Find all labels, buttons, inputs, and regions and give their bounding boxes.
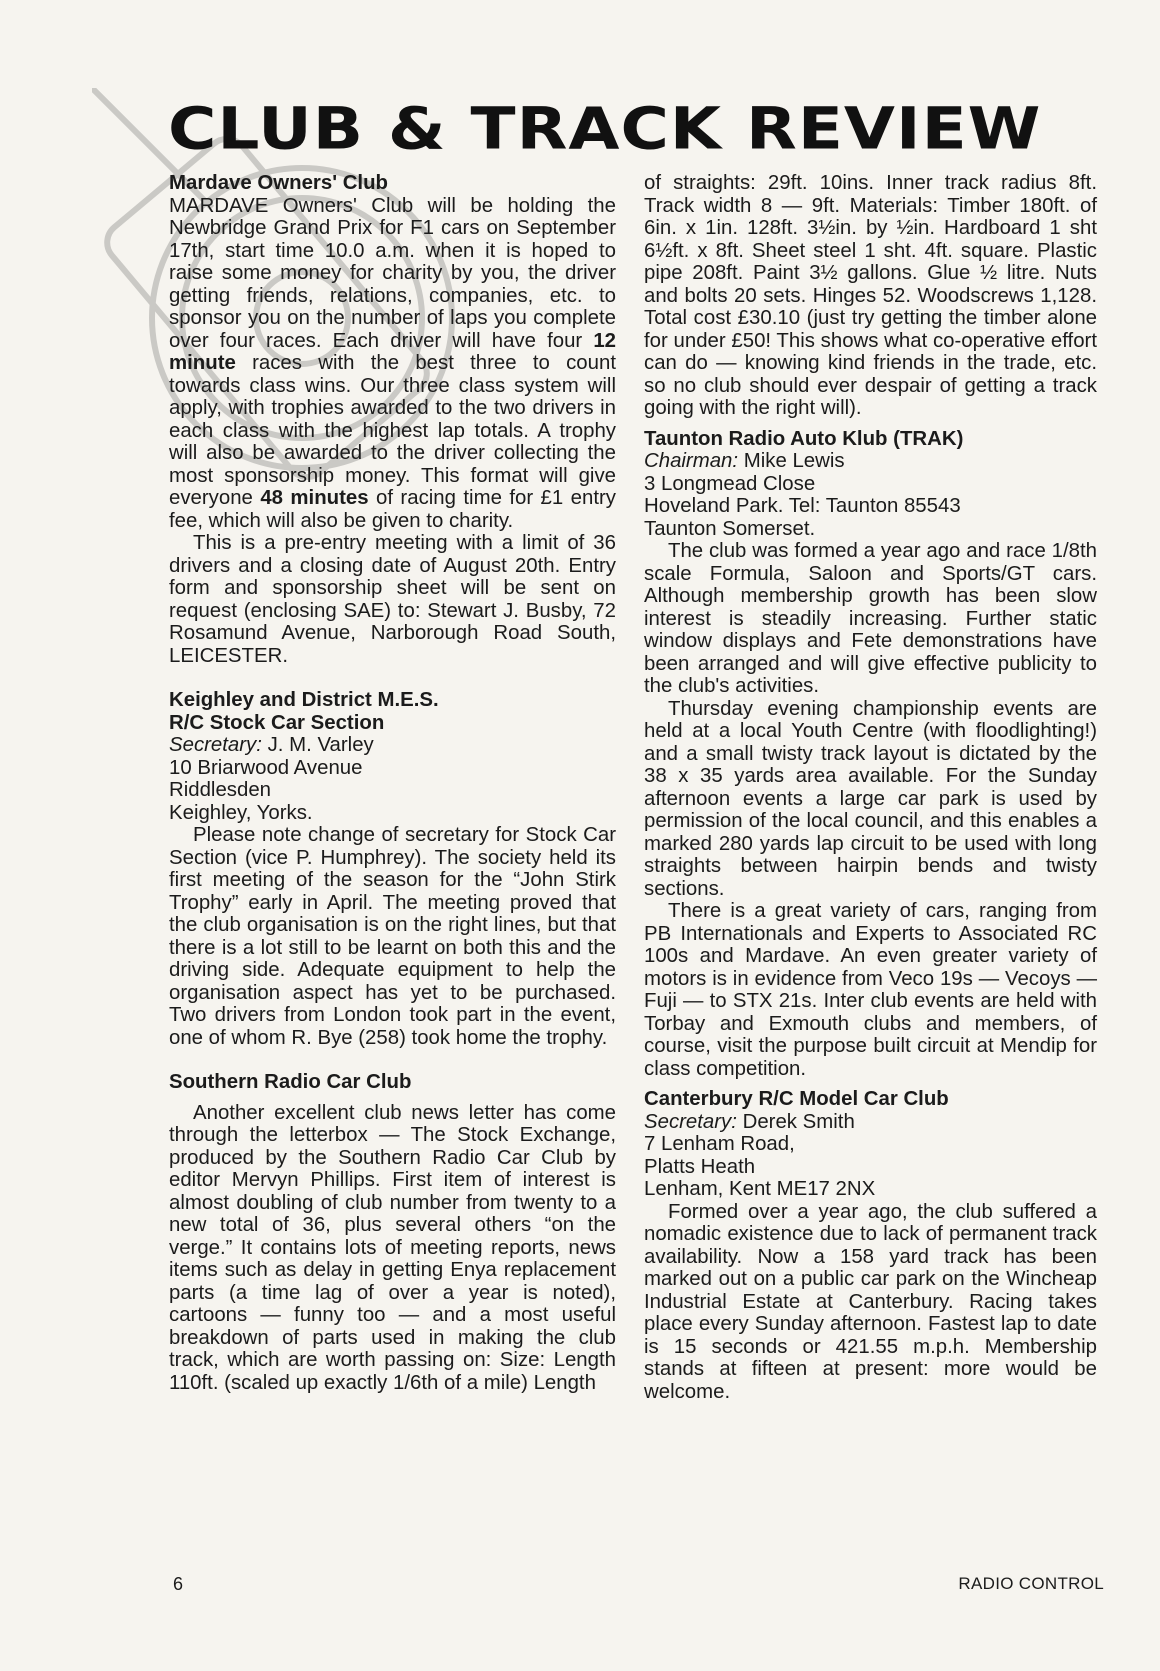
keighley-paragraph-1: Please note change of secretary for Stock Car Section (vice P. Humphrey). The society held its first meeting of the season for the “John Stirk Trophy” early in April. The meeting proved that the club organisation is on the right lines, but that there is a lot still to be learnt on both this and the driving side. Adequate equipment to help the organisation aspect has yet to be purchased. Two drivers from London took part in the event, one of whom R. Bye (258) took home the trophy. xyxy=(169,824,616,1049)
canterbury-address-line: Platts Heath xyxy=(644,1155,756,1178)
taunton-paragraph-1: The club was formed a year ago and race 1/8th scale Formula, Saloon and Sports/GT cars. Although membership growth has been slow interest is steadily increasing. Further static window displays and Fete demonstrations have been arranged and will give effective publicity to the club's activities. xyxy=(644,540,1097,697)
canterbury-secretary: Secretary: Derek Smith xyxy=(644,1110,855,1133)
keighley-address-line: 10 Briarwood Avenue xyxy=(169,756,363,779)
taunton-address-line: Hoveland Park. Tel: Taunton 85543 xyxy=(644,495,961,517)
keighley-address-line: Keighley, Yorks. xyxy=(169,801,313,824)
page-title: CLUB & TRACK REVIEW xyxy=(168,94,1042,163)
section-heading-taunton: Taunton Radio Auto Klub (TRAK) xyxy=(644,427,964,450)
taunton-paragraph-3: There is a great variety of cars, ranging from PB Internationals and Experts to Associated RC 100s and Mardave. An even greater variety of motors is in evidence from Veco 19s — Vecoys — Fuji — to STX 21s. Inter club events are held with Torbay and Exmouth clubs and members, of course, visit the purpose built circuit at Mendip for class competition. xyxy=(644,900,1097,1080)
section-heading-southern: Southern Radio Car Club xyxy=(169,1071,412,1093)
taunton-chairman: Chairman: Mike Lewis xyxy=(644,450,845,472)
right-column xyxy=(644,172,1097,1403)
southern-paragraph-1: Another excellent club news letter has come through the letterbox — The Stock Exchange, produced by the Southern Radio Car Club by editor Mervyn Phillips. First item of interest is almost doubling of club number from twenty to a new total of 36, plus several others “on the verge.” It contains lots of meeting reports, news items such as delay in getting Enya replacement parts (a time lag of over a year is noted), cartoons — funny too — and a most useful breakdown of parts used in making the club track, which are worth passing on: Size: Length 110ft. (scaled up exactly 1/6th of a mile) Length xyxy=(169,1101,616,1394)
section-heading-keighley: Keighley and District M.E.S. xyxy=(169,689,439,711)
page-number: 6 xyxy=(173,1574,184,1594)
section-heading-canterbury: Canterbury R/C Model Car Club xyxy=(644,1088,949,1110)
southern-paragraph-continued: of straights: 29ft. 10ins. Inner track radius 8ft. Track width 8 — 9ft. Materials: Timber 180ft. of 6in. x 1in. 128ft. 3½in. by ½in. Hardboard 1 sht 6½ft. x 8ft. Sheet steel 1 sht. 4ft. square. Plastic pipe 208ft. Paint 3½ gallons. Glue ½ litre. Nuts and bolts 20 sets. Hinges 52. Woodscrews 1,128. Total cost £30.10 (just try getting the timber alone for under £50! This shows what co-operative effort can do — knowing kind friends in the trade, etc. so no club should ever despair of getting a track going with the right will). xyxy=(644,172,1097,419)
taunton-paragraph-2: Thursday evening championship events are held at a local Youth Centre (with floodlighting!) and a small twisty track layout is dictated by the 38 x 35 yards area available. For the Sunday afternoon events a large car park is used by permission of the local council, and this enables a marked 280 yards lap circuit to be used with long straights between hairpin bends and twisty sections. xyxy=(644,697,1097,900)
canterbury-paragraph-1: Formed over a year ago, the club suffered a nomadic existence due to lack of permanent track availability. Now a 158 yard track has been marked out on a public car park on the Wincheap Industrial Estate at Canterbury. Racing takes place every Sunday afternoon. Fastest lap to date is 15 seconds or 421.55 m.p.h. Membership stands at fifteen at present: more would be welcome. xyxy=(644,1200,1097,1403)
taunton-address-line: 3 Longmead Close xyxy=(644,472,816,495)
keighley-secretary: Secretary: J. M. Varley xyxy=(169,734,374,756)
keighley-address-line: Riddlesden xyxy=(169,779,272,801)
magazine-name: RADIO CONTROL xyxy=(958,1574,1104,1593)
mardave-paragraph-2: This is a pre-entry meeting with a limit of 36 drivers and a closing date of August 20th. Entry form and sponsorship sheet will be sent on request (enclosing SAE) to: Stewart J. Busby, 72 Rosamund Avenue, Narborough Road South, LEICESTER. xyxy=(169,532,616,667)
canterbury-address-line: Lenham, Kent ME17 2NX xyxy=(644,1178,876,1200)
left-column xyxy=(169,172,616,1394)
section-subheading-keighley: R/C Stock Car Section xyxy=(169,711,385,734)
mardave-paragraph-1: MARDAVE Owners' Club will be holding the Newbridge Grand Prix for F1 cars on September 17th, start time 10.0 a.m. when it is hoped to raise some money for charity by you, the driver getting friends, relations, companies, etc. to sponsor you on the number of laps you complete over four races. Each driver will have four 12 minute races with the best three to count towards class wins. Our three class system will apply, with trophies awarded to the two drivers in each class with the highest lap totals. A trophy will also be awarded to the driver collecting the most sponsorship money. This format will give everyone 48 minutes of racing time for £1 entry fee, which will also be given to charity. xyxy=(169,194,616,532)
canterbury-address-line: 7 Lenham Road, xyxy=(644,1133,795,1155)
taunton-address-line: Taunton Somerset. xyxy=(644,517,816,540)
section-heading-mardave: Mardave Owners' Club xyxy=(169,172,389,194)
